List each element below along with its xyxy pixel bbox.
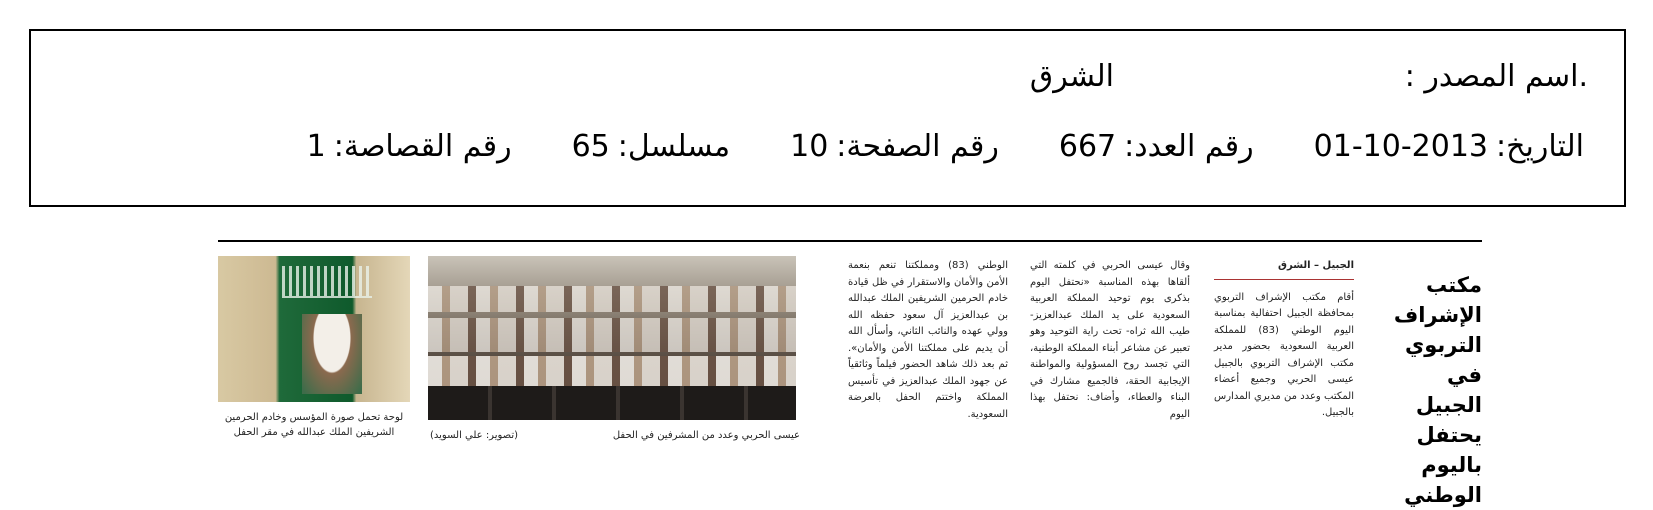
clipping-header: [29, 29, 1626, 207]
audience-photo-caption-text: عيسى الحربي وعدد من المشرفين في الحفل: [612, 430, 800, 441]
metadata-row: [299, 129, 1584, 164]
page-label: رقم الصفحة:: [836, 129, 999, 164]
audience-photo-caption: [430, 428, 800, 443]
page-field: [782, 129, 999, 164]
clip-number-field: [299, 129, 512, 164]
banner-photo: [218, 256, 410, 402]
photo-credit: (تصوير: علي السويد): [430, 430, 519, 441]
audience-photo: [428, 256, 796, 420]
clip-number-label: رقم القصاصة:: [333, 129, 512, 164]
issue-label: رقم العدد:: [1124, 129, 1254, 164]
source-value: الشرق: [1029, 59, 1114, 94]
page-value: 10: [790, 129, 829, 164]
banner-photo-caption: لوحة تحمل صورة المؤسس وخادم الحرمين الشريفين الملك عبدالله في مقر الحفل: [224, 412, 404, 438]
article-column-3: الوطني (83) ومملكتنا تنعم بنعمة الأمن والأمان والاستقرار في ظل قيادة خادم الحرمين الشريفين الملك عبدالله بن عبدالعزيز آل سعود حفظه الله وولي عهده والنائب الثاني، وأسأل الله أن يديم على مملكتنا الأمن والأمان». ثم بعد ذلك شاهد الحضور فيلماً وثائقياً عن جهود الملك عبدالعزيز في تأسيس المملكة واختتم الحفل بالعرضة السعودية.: [848, 260, 1008, 420]
serial-value: 65: [571, 129, 610, 164]
clip-number-value: 1: [306, 129, 326, 164]
date-label: التاريخ:: [1496, 129, 1584, 164]
date-field: [1306, 129, 1584, 164]
source-label: .اسم المصدر :: [1404, 59, 1588, 94]
article-column-1: [1214, 258, 1354, 422]
article-headline: مكتب الإشراف التربوي في الجبيل يحتفل باليوم الوطني: [1393, 273, 1482, 507]
issue-value: 667: [1058, 129, 1117, 164]
article-top-rule: [218, 240, 1482, 242]
issue-field: [1051, 129, 1254, 164]
article-column-1-text: أقام مكتب الإشراف التربوي بمحافظة الجبيل احتفالية بمناسبة اليوم الوطني (83) للمملكة العربية السعودية بحضور مدير مكتب الإشراف التربوي بالجبيل عيسى الحربي وجميع أعضاء المكتب وعدد من مديري المدارس بالجبيل.: [1214, 291, 1354, 418]
date-value: 2013-10-01: [1313, 129, 1489, 164]
article-byline: الجبيل – الشرق: [1214, 258, 1354, 280]
article-column-2: وقال عيسى الحربي في كلمته التي ألقاها بهذه المناسبة «نحتفل اليوم بذكرى يوم توحيد المملكة العربية السعودية على يد الملك عبدالعزيز- طيب الله ثراه- تحت راية التوحيد وهو تعبير عن مشاعر أبناء المملكة الوطنية، التي تجسد روح المسؤولية والمواطنة الإيجابية الحقة، فالجميع مشارك في البناء والعطاء، وأضاف: نحتفل بهذا اليوم: [1030, 260, 1190, 420]
serial-field: [564, 129, 731, 164]
newspaper-clipping: [218, 252, 1482, 507]
serial-label: مسلسل:: [617, 129, 731, 164]
